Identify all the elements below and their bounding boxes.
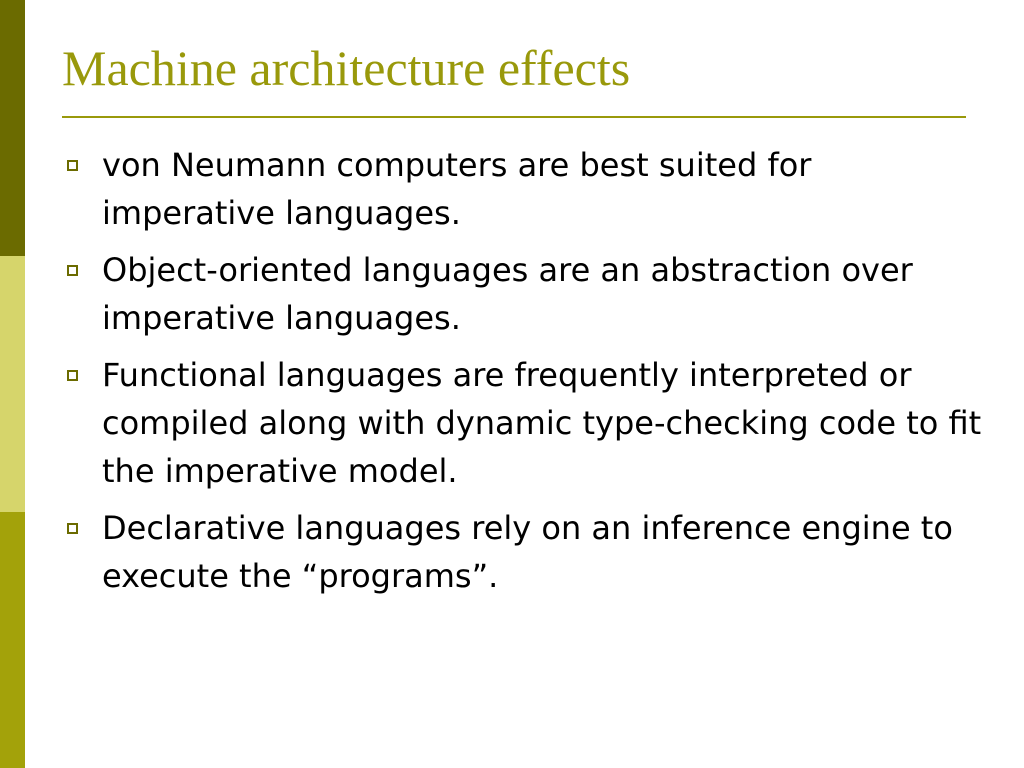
bullet-list	[63, 141, 983, 609]
bullet-item	[63, 504, 983, 600]
sidebar-stripe-middle	[0, 256, 25, 512]
square-bullet-icon	[67, 160, 78, 171]
square-bullet-icon	[67, 265, 78, 276]
slide-title: Machine architecture effects	[62, 40, 631, 96]
title-divider	[62, 116, 966, 118]
sidebar-stripe-top	[0, 0, 25, 256]
bullet-item	[63, 351, 983, 495]
bullet-text: Declarative languages rely on an inference engine to execute the “programs”.	[102, 509, 953, 595]
bullet-text: Object-oriented languages are an abstraction over imperative languages.	[102, 251, 913, 337]
bullet-text: von Neumann computers are best suited for imperative languages.	[102, 146, 812, 232]
bullet-item	[63, 141, 983, 237]
sidebar-stripe-bottom	[0, 512, 25, 768]
bullet-item	[63, 246, 983, 342]
square-bullet-icon	[67, 370, 78, 381]
square-bullet-icon	[67, 523, 78, 534]
bullet-text: Functional languages are frequently interpreted or compiled along with dynamic type-checking code to fit the imperative model.	[102, 356, 982, 490]
